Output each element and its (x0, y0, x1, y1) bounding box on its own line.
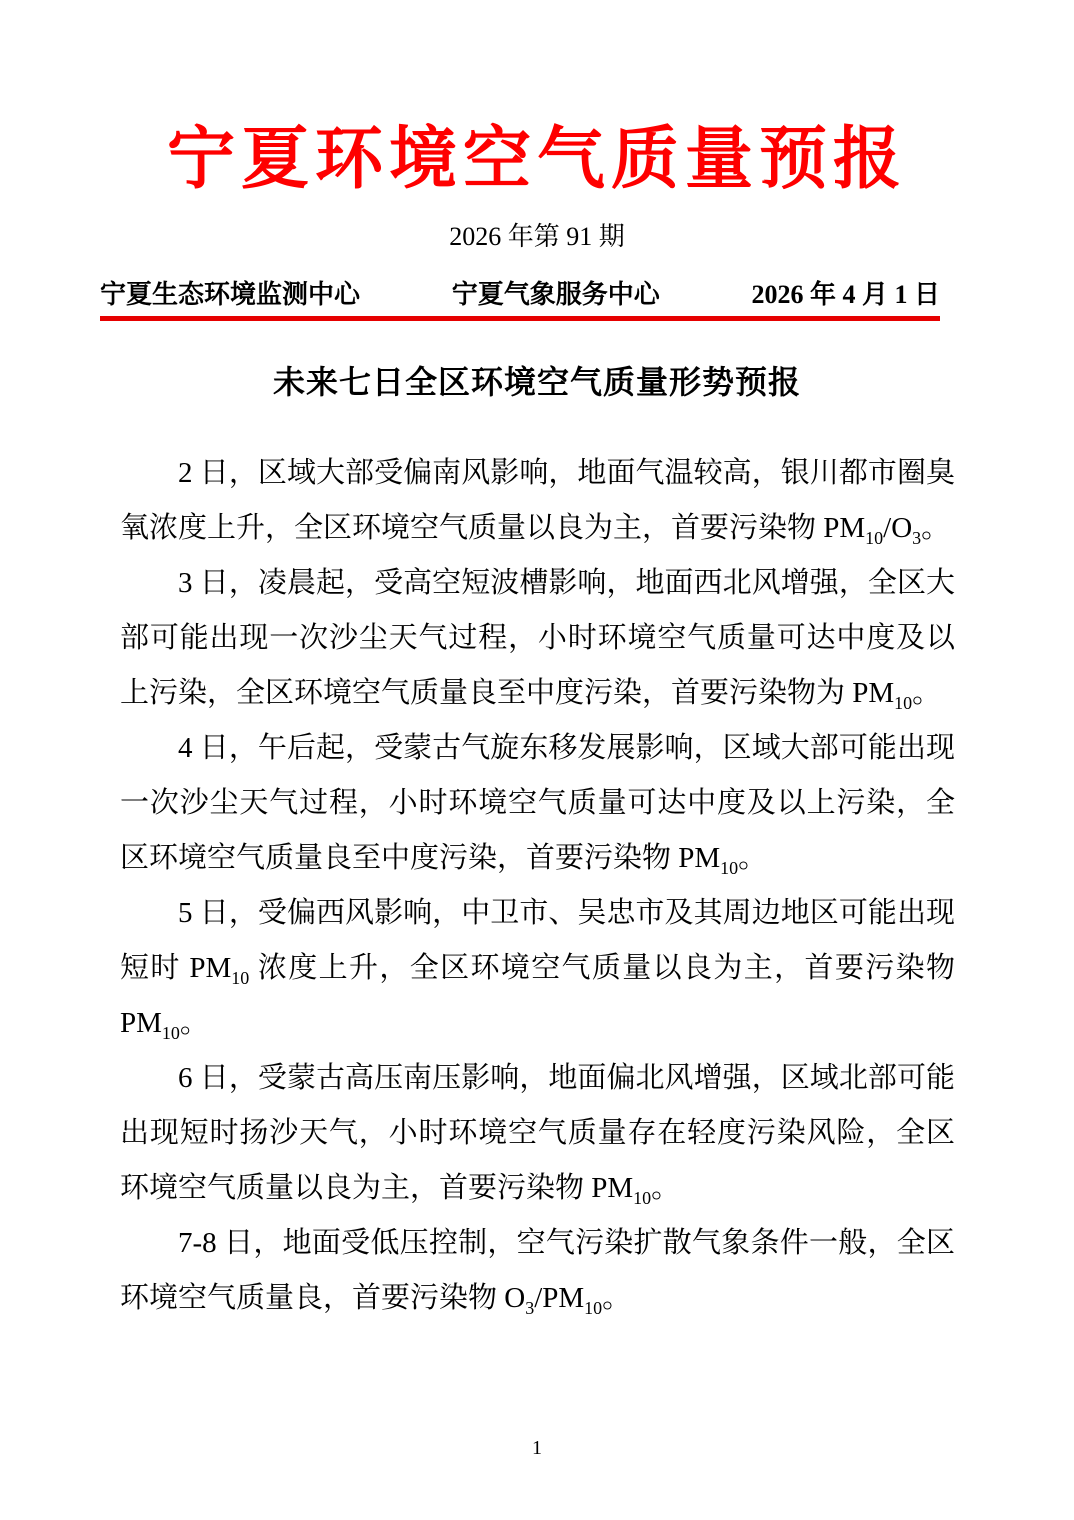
subscript-text: 10 (633, 1187, 652, 1208)
org-monitoring-center: 宁夏生态环境监测中心 (100, 278, 361, 309)
body-paragraph (120, 886, 955, 1051)
forecast-body (120, 446, 955, 1326)
paragraph-text: 6 日，受蒙古高压南压影响，地面偏北风增强，区域北部可能出现短时扬沙天气，小时环境空气质量存在轻度污染风险，全区环境空气质量以良为主，首要污染物 PM (120, 1061, 955, 1204)
red-divider-rule (100, 316, 940, 321)
subscript-text: 10 (231, 967, 250, 988)
paragraph-text: /PM (534, 1281, 585, 1314)
subscript-text: 10 (720, 857, 739, 878)
paragraph-text: 。 (651, 1171, 681, 1204)
paragraph-text: 。 (921, 511, 951, 544)
paragraph-text: 4 日，午后起，受蒙古气旋东移发展影响，区域大部可能出现一次沙尘天气过程，小时环境空气质量可达中度及以上污染，全区环境空气质量良至中度污染，首要污染物 PM (120, 731, 955, 874)
body-paragraph (120, 1216, 955, 1326)
subscript-text: 10 (161, 1022, 180, 1043)
paragraph-text: 。 (912, 676, 942, 709)
subscript-text: 10 (584, 1297, 603, 1318)
issue-date: 2026 年 4 月 1 日 (751, 279, 940, 309)
paragraph-text: 7-8 日，地面受低压控制，空气污染扩散气象条件一般，全区环境空气质量良，首要污染物 O (120, 1226, 955, 1314)
paragraph-text: 。 (738, 841, 768, 874)
paragraph-text: 。 (179, 1006, 209, 1039)
section-title: 未来七日全区环境空气质量形势预报 (272, 364, 801, 401)
subscript-text: 3 (912, 527, 922, 548)
subscript-text: 10 (865, 527, 884, 548)
paragraph-text: 浓度上升，全区环境空气质量以良为主，首要污染物 PM (120, 951, 955, 1039)
body-paragraph (120, 1051, 955, 1216)
org-weather-service-center: 宁夏气象服务中心 (451, 278, 660, 309)
paragraph-text: 5 日，受偏西风影响，中卫市、吴忠市及其周边地区可能出现短时 PM (120, 896, 955, 984)
body-paragraph (120, 446, 955, 556)
subscript-text: 3 (525, 1297, 535, 1318)
paragraph-text: 3 日，凌晨起，受高空短波槽影响，地面西北风增强，全区大部可能出现一次沙尘天气过程，小时环境空气质量可达中度及以上污染，全区环境空气质量良至中度污染，首要污染物为 PM (120, 566, 955, 709)
document-title: 宁夏环境空气质量预报 (166, 121, 907, 197)
body-paragraph (120, 721, 955, 886)
paragraph-text: /O (883, 511, 913, 544)
paragraph-text: 。 (602, 1281, 632, 1314)
masthead (100, 280, 940, 310)
paragraph-text: 2 日，区域大部受偏南风影响，地面气温较高，银川都市圈臭氧浓度上升，全区环境空气质量以良为主，首要污染物 PM (120, 456, 955, 544)
page-number: 1 (532, 1437, 542, 1459)
body-paragraph (120, 556, 955, 721)
issue-number: 2026 年第 91 期 (449, 222, 625, 251)
subscript-text: 10 (894, 692, 913, 713)
